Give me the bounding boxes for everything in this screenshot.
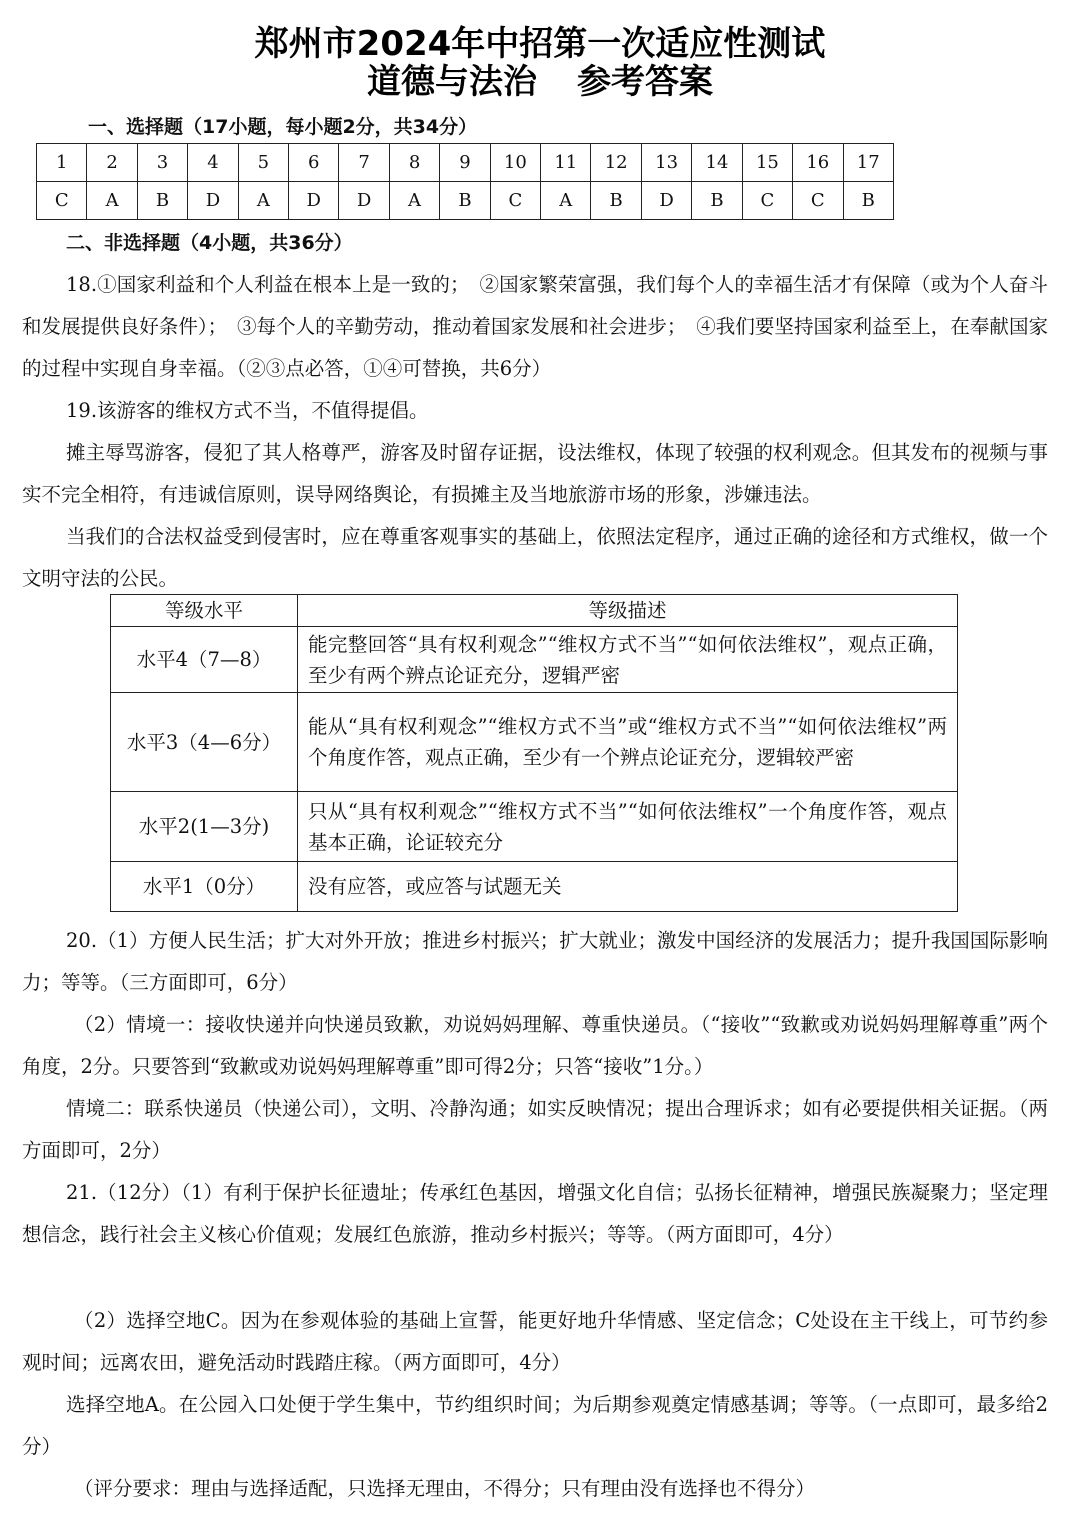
answer-q21-option-a: 选择空地A。在公园入口处便于学生集中，节约组织时间；为后期参观奠定情感基调；等等。（一点即可，最多给2分） [22,1393,1048,1458]
question-number: 3 [137,144,187,182]
answer-cell: C [490,182,540,220]
section2-heading: 二、非选择题（4小题，共36分） [66,232,353,254]
answer-cell: B [692,182,742,220]
answer-cell: A [389,182,439,220]
question-number: 9 [440,144,490,182]
answer-q20-part2: （2）情境一：接收快递并向快递员致歉，劝说妈妈理解、尊重快递员。（“接收”“致歉或劝说妈妈理解尊重”两个角度，2分。只要答到“致歉或劝说妈妈理解尊重”即可得2分；只答“接收”1分。） [22,1013,1048,1078]
grading-description: 没有应答，或应答与试题无关 [298,862,958,912]
answer-cell: D [188,182,238,220]
grading-level: 水平2(1—3分) [111,792,298,862]
answer-cell: A [238,182,288,220]
answer-cell: D [339,182,389,220]
grading-level-table [110,594,958,912]
grading-row [111,862,958,912]
question-number: 12 [591,144,641,182]
answer-cell: B [591,182,641,220]
answer-cell: A [87,182,137,220]
grading-row [111,792,958,862]
document-title: 郑州市2024年中招第一次适应性测试 [254,24,826,64]
question-number: 10 [490,144,540,182]
grading-row [111,627,958,693]
answer-cell: A [541,182,591,220]
question-number: 8 [389,144,439,182]
subject-name: 道德与法治 [367,62,537,102]
question-number: 11 [541,144,591,182]
question-number: 5 [238,144,288,182]
answer-q20-part1: 20.（1）方便人民生活；扩大对外开放；推进乡村振兴；扩大就业；激发中国经济的发展活力；提升我国国际影响力；等等。（三方面即可，6分） [22,929,1048,994]
question-number: 14 [692,144,742,182]
question-number: 1 [37,144,87,182]
question-number: 6 [289,144,339,182]
answer-cell: B [440,182,490,220]
answer-row [37,182,894,220]
answer-cell: C [742,182,792,220]
question-number: 2 [87,144,137,182]
grading-level: 水平1（0分） [111,862,298,912]
answer-cell: B [843,182,894,220]
answer-q21-scoring-note: （评分要求：理由与选择适配，只选择无理由，不得分；只有理由没有选择也不得分） [74,1477,816,1500]
question-number: 15 [742,144,792,182]
header-level: 等级水平 [111,595,298,627]
answer-q19-summary: 当我们的合法权益受到侵害时，应在尊重客观事实的基础上，依照法定程序，通过正确的途径和方式维权，做一个文明守法的公民。 [22,525,1048,590]
answer-q21-part1: 21.（12分）（1）有利于保护长征遗址；传承红色基因，增强文化自信；弘扬长征精神，增强民族凝聚力；坚定理想信念，践行社会主义核心价值观；发展红色旅游，推动乡村振兴；等等。（两方面即可，4分） [22,1181,1048,1246]
answer-cell: C [37,182,87,220]
grading-description: 能从“具有权利观念”“维权方式不当”或“维权方式不当”“如何依法维权”两个角度作答，观点正确，至少有一个辨点论证充分，逻辑较严密 [298,693,958,792]
question-number: 17 [843,144,894,182]
answer-q18: 18.①国家利益和个人利益在根本上是一致的； ②国家繁荣富强，我们每个人的幸福生活才有保障（或为个人奋斗和发展提供良好条件）； ③每个人的辛勤劳动，推动着国家发展和社会进步； ④我们要坚持国家利益至上，在奉献国家的过程中实现自身幸福。（②③点必答，①④可替换，共6分） [22,273,1048,380]
answer-q19-analysis: 摊主辱骂游客，侵犯了其人格尊严，游客及时留存证据，设法维权，体现了较强的权利观念。但其发布的视频与事实不完全相符，有违诚信原则，误导网络舆论，有损摊主及当地旅游市场的形象，涉嫌违法。 [22,441,1048,506]
header-description: 等级描述 [298,595,958,627]
document-subtitle [0,62,1080,102]
question-number-row [37,144,894,182]
multiple-choice-answer-table [36,143,894,220]
answer-q19-conclusion: 19.该游客的维权方式不当，不值得提倡。 [66,399,429,422]
grading-description: 能完整回答“具有权利观念”“维权方式不当”“如何依法维权”，观点正确，至少有两个辨点论证充分，逻辑严密 [298,627,958,693]
question-number: 4 [188,144,238,182]
answer-q21-part2: （2）选择空地C。因为在参观体验的基础上宣誓，能更好地升华情感、坚定信念；C处设在主干线上，可节约参观时间；远离农田，避免活动时践踏庄稼。（两方面即可，4分） [22,1309,1048,1374]
question-number: 7 [339,144,389,182]
answer-cell: C [793,182,843,220]
section1-heading: 一、选择题（17小题，每小题2分，共34分） [88,116,478,138]
answer-key-label: 参考答案 [577,62,713,102]
answer-cell: D [289,182,339,220]
question-number: 16 [793,144,843,182]
grading-level: 水平3（4—6分） [111,693,298,792]
grading-level: 水平4（7—8） [111,627,298,693]
answer-cell: B [137,182,187,220]
grading-table-header [111,595,958,627]
question-number: 13 [641,144,691,182]
answer-cell: D [641,182,691,220]
grading-description: 只从“具有权利观念”“维权方式不当”“如何依法维权”一个角度作答，观点基本正确，论证较充分 [298,792,958,862]
answer-q20-scenario2: 情境二：联系快递员（快递公司），文明、冷静沟通；如实反映情况；提出合理诉求；如有必要提供相关证据。（两方面即可，2分） [22,1097,1048,1162]
grading-row [111,693,958,792]
